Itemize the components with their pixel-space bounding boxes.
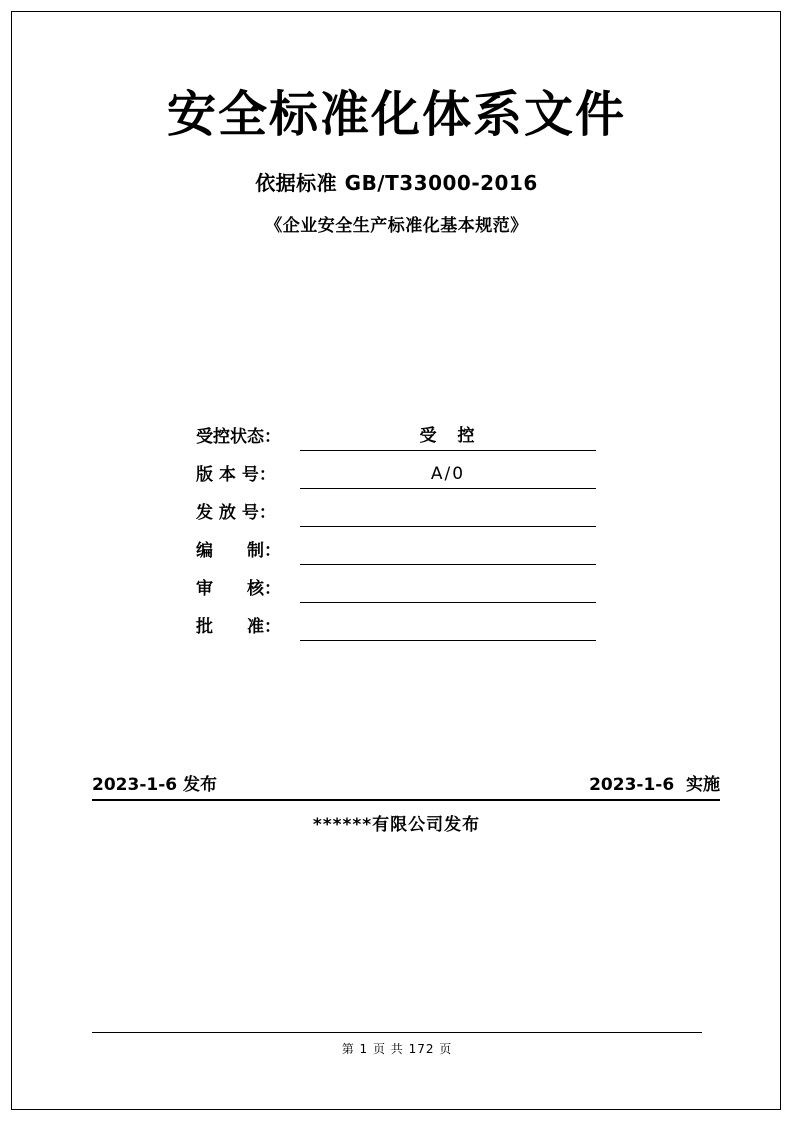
page-footer (92, 1032, 702, 1057)
field-value-controlled-status[interactable]: 受 控 (300, 423, 596, 451)
field-label: 受控状态： (196, 427, 281, 447)
field-row-prepared-by (196, 527, 596, 565)
field-label: 发 放 号： (196, 503, 276, 523)
release-date: 2023-1-6 发布 (92, 775, 218, 795)
field-value-prepared-by[interactable] (300, 537, 596, 565)
field-label: 版 本 号： (196, 465, 276, 485)
field-row-controlled-status (196, 413, 596, 451)
field-value-approved-by[interactable] (300, 613, 596, 641)
field-row-issue-number (196, 489, 596, 527)
field-row-version (196, 451, 596, 489)
page-title: 安全标准化体系文件 (166, 86, 626, 143)
footer-page-info: 第 1 页 共 172 页 (341, 1042, 453, 1056)
field-label: 批 准： (196, 617, 281, 637)
issue-dates-row (92, 770, 720, 801)
field-label: 审 核： (196, 579, 281, 599)
implementation-date: 2023-1-6 实施 (589, 775, 720, 795)
field-label: 编 制： (196, 541, 281, 561)
standard-reference: 依据标准 GB/T33000-2016 (255, 170, 538, 195)
document-fields (196, 413, 596, 641)
field-row-reviewed-by (196, 565, 596, 603)
field-value-issue-number[interactable] (300, 499, 596, 527)
field-value-reviewed-by[interactable] (300, 575, 596, 603)
publisher-line: ******有限公司发布 (312, 815, 481, 835)
field-value-version[interactable]: A/0 (300, 461, 596, 489)
title-block (0, 88, 793, 236)
field-row-approved-by (196, 603, 596, 641)
standard-name: 《企业安全生产标准化基本规范》 (265, 215, 528, 236)
